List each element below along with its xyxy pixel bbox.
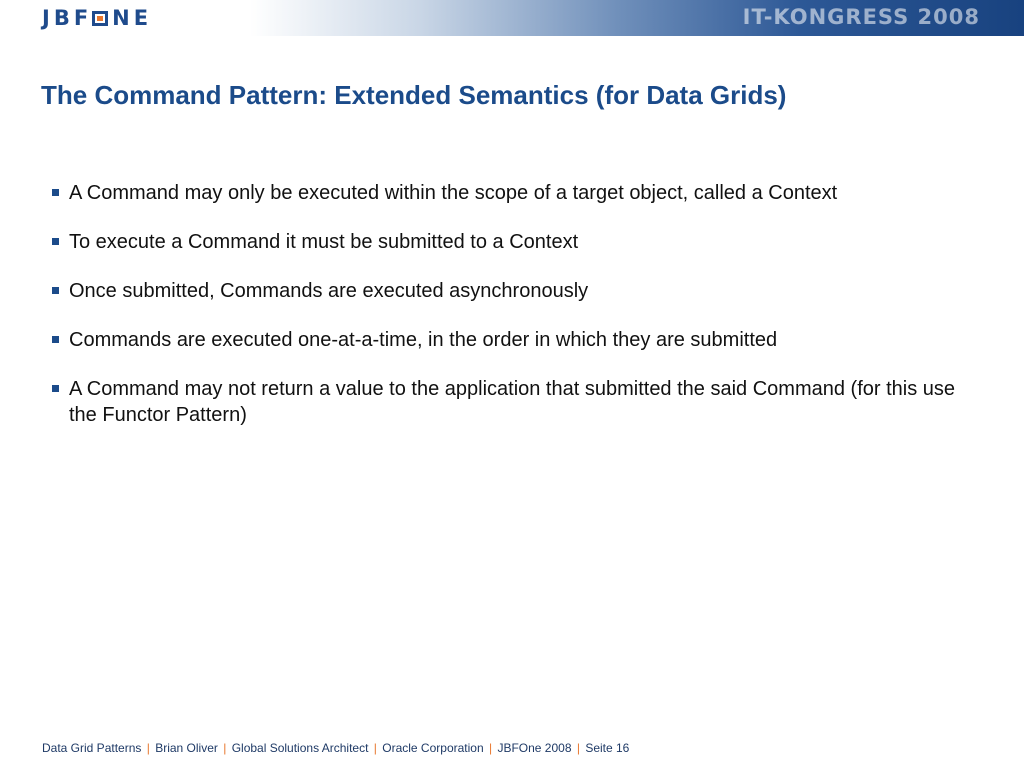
slide-title: The Command Pattern: Extended Semantics (for Data Grids) xyxy=(41,80,787,110)
bullet-list xyxy=(50,180,980,451)
bullet-item xyxy=(50,229,980,255)
footer-separator: | xyxy=(223,741,227,755)
logo-text-left: JBF xyxy=(42,6,93,30)
bullet-square-icon xyxy=(52,189,59,196)
bullet-item xyxy=(50,376,980,428)
footer-company: Oracle Corporation xyxy=(382,741,484,755)
footer-separator: | xyxy=(488,741,493,755)
footer-role: Global Solutions Architect xyxy=(231,741,369,755)
footer-author: Brian Oliver xyxy=(155,741,218,755)
footer-page-number: Seite 16 xyxy=(585,741,630,755)
bullet-text: To execute a Command it must be submitted to a Context xyxy=(69,231,579,253)
bullet-item xyxy=(50,327,980,353)
footer xyxy=(42,741,629,755)
bullet-text: Once submitted, Commands are executed asynchronously xyxy=(69,280,589,302)
event-name: IT-KONGRESS 2008 xyxy=(742,5,980,29)
jbfone-logo xyxy=(42,5,152,31)
bullet-square-icon xyxy=(52,287,59,294)
bullet-text: Commands are executed one-at-a-time, in the order in which they are submitted xyxy=(69,329,778,351)
bullet-text: A Command may only be executed within the scope of a target object, called a Context xyxy=(69,182,838,204)
bullet-item xyxy=(50,278,980,304)
footer-event: JBFOne 2008 xyxy=(497,741,572,755)
footer-topic: Data Grid Patterns xyxy=(42,741,142,755)
logo-text-right: NE xyxy=(112,6,153,30)
bullet-square-icon xyxy=(52,385,59,392)
bullet-square-icon xyxy=(52,336,59,343)
footer-separator: | xyxy=(146,741,150,755)
bullet-square-icon xyxy=(52,238,59,245)
footer-separator: | xyxy=(576,741,580,755)
bullet-item xyxy=(50,180,980,206)
footer-separator: | xyxy=(373,741,377,755)
logo-o-icon xyxy=(92,11,108,26)
bullet-text: A Command may not return a value to the application that submitted the said Command (for this use the Functor Pattern) xyxy=(69,378,956,426)
